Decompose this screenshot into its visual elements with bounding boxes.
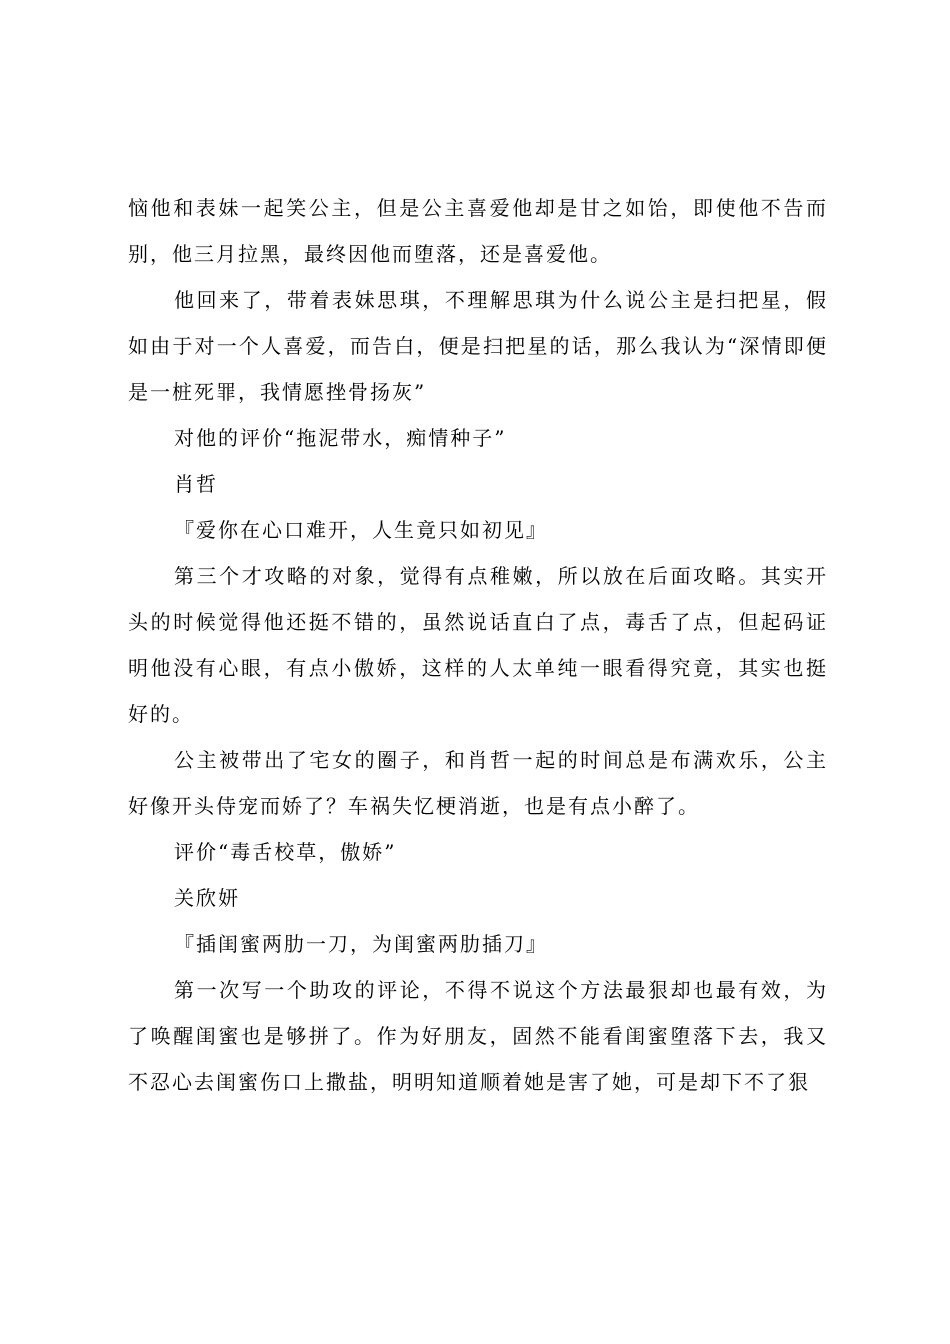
paragraph: 公主被带出了宅女的圈子，和肖哲一起的时间总是布满欢乐，公主好像开头侍宠而娇了？车祸失忆梗消逝，也是有点小醉了。 — [128, 748, 828, 818]
paragraph: 对他的评价“拖泥带水，痴情种子” — [174, 426, 507, 450]
paragraph: 恼他和表妹一起笑公主，但是公主喜爱他却是甘之如饴，即使他不告而别，他三月拉黑，最终因他而堕落，还是喜爱他。 — [128, 196, 828, 266]
paragraph: 他回来了，带着表妹思琪，不理解思琪为什么说公主是扫把星，假如由于对一个人喜爱，而告白，便是扫把星的话，那么我认为“深情即便是一桩死罪，我情愿挫骨扬灰” — [128, 288, 828, 404]
section-quote: 『插闺蜜两肋一刀，为闺蜜两肋插刀』 — [174, 932, 548, 956]
paragraph: 第一次写一个助攻的评论，不得不说这个方法最狠却也最有效，为了唤醒闺蜜也是够拼了。作为好朋友，固然不能看闺蜜堕落下去，我又不忍心去闺蜜伤口上撒盐，明明知道顺着她是害了她，可是却下不了狠 — [128, 978, 828, 1094]
section-heading-xiao-zhe: 肖哲 — [174, 472, 218, 496]
section-heading-guan-xinyan: 关欣妍 — [174, 886, 240, 910]
paragraph: 第三个才攻略的对象，觉得有点稚嫩，所以放在后面攻略。其实开头的时候觉得他还挺不错的，虽然说话直白了点，毒舌了点，但起码证明他没有心眼，有点小傲娇，这样的人太单纯一眼看得究竟，其实也挺好的。 — [128, 564, 828, 726]
section-quote: 『爱你在心口难开，人生竟只如初见』 — [174, 518, 548, 542]
document-body — [128, 185, 828, 1105]
paragraph: 评价“毒舌校草，傲娇” — [174, 840, 397, 864]
